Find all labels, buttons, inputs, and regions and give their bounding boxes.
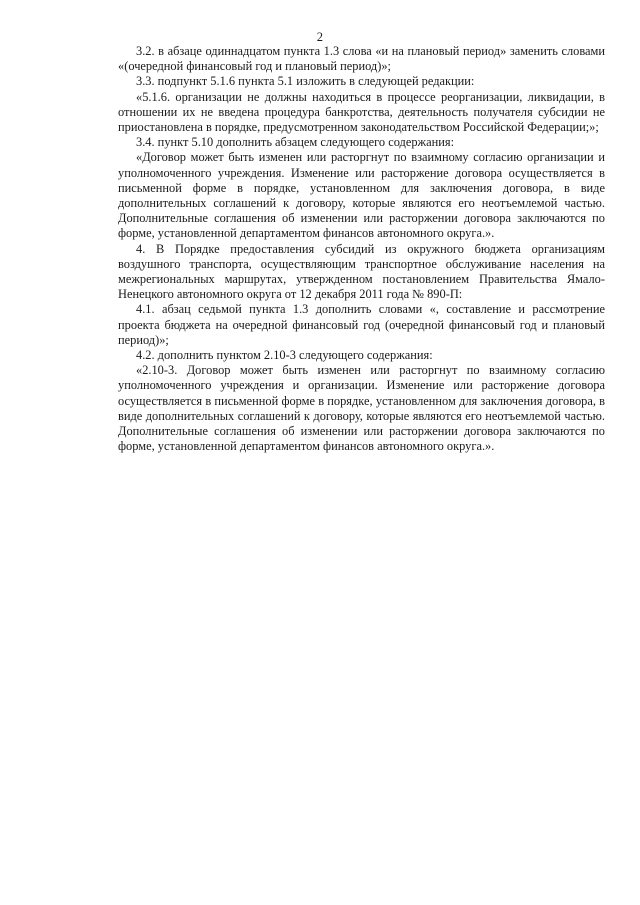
paragraph-4-2: 4.2. дополнить пунктом 2.10-3 следующего содержания: <box>136 348 433 363</box>
paragraph-5-1-6-quote: «5.1.6. организации не должны находиться в процессе реорганизации, ликвидации, в отношении их не введена процедура банкротства, деятельность получателя субсидии не приостановлена в порядке, предусмотренном законодательством Российской Федерации;»; <box>118 89 605 135</box>
page-number: 2 <box>316 30 324 44</box>
document-body <box>118 44 605 454</box>
paragraph-4: 4. В Порядке предоставления субсидий из окружного бюджета организациям воздушного транспорта, осуществляющим транспортное обслуживание населения на межрегиональных маршрутах, утвержденном постановлением Правительства Ямало-Ненецкого автономного округа от 12 декабря 2011 года № 890-П: <box>118 241 605 302</box>
paragraph-3-4: 3.4. пункт 5.10 дополнить абзацем следующего содержания: <box>136 135 455 150</box>
paragraph-4-1: 4.1. абзац седьмой пункта 1.3 дополнить словами «, составление и рассмотрение проекта бюджета на очередной финансовый год (очередной финансовый год и плановый период)»; <box>118 302 605 347</box>
paragraph-3-3: 3.3. подпункт 5.1.6 пункта 5.1 изложить в следующей редакции: <box>136 74 475 89</box>
paragraph-2-10-3-quote: «2.10-3. Договор может быть изменен или расторгнут по взаимному согласию уполномоченного учреждения и организации. Изменение или расторжение договора осуществляется в письменной форме в порядке, установленном для заключения договора, в виде дополнительных соглашений к договору, которые являются его неотъемлемой частью. Дополнительные соглашения об изменении или расторжении договора заключаются по форме, установленной департаментом финансов автономного округа.». <box>118 363 605 454</box>
paragraph-5-10-quote: «Договор может быть изменен или расторгнут по взаимному согласию организации и уполномоченного учреждения. Изменение или расторжение договора осуществляется в письменной форме в порядке, установленном для заключения договора, в виде дополнительных соглашений к договору, которые являются его неотъемлемой частью. Дополнительные соглашения об изменении или расторжении договора заключаются по форме, установленной департаментом финансов автономного округа.». <box>118 150 605 241</box>
paragraph-3-2: 3.2. в абзаце одиннадцатом пункта 1.3 слова «и на плановый период» заменить словами «(очередной финансовый год и плановый период)»; <box>118 44 605 74</box>
